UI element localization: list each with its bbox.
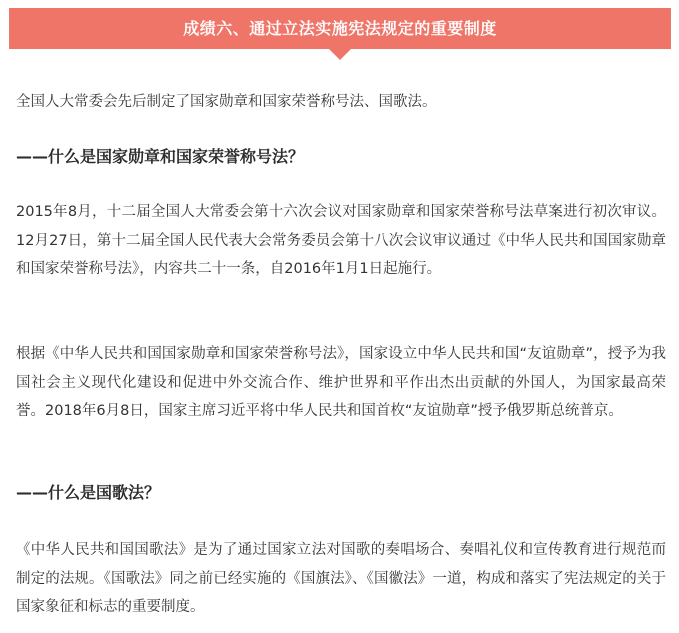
section-banner [9,8,671,58]
banner-title: 成绩六、通过立法实施宪法规定的重要制度 [9,8,671,49]
section-heading-anthem-law: ——什么是国歌法？ [16,483,161,502]
section-heading-medal-law: ——什么是国家勋章和国家荣誉称号法？ [16,147,305,166]
paragraph-friendship-medal: 根据《中华人民共和国国家勋章和国家荣誉称号法》，国家设立中华人民共和国“友谊勋章”，授予为我国社会主义现代化建设和促进中外交流合作、维护世界和平作出杰出贡献的外国人，为国家最高荣誉。2018年6月8日，国家主席习近平将中华人民共和国首枚“友谊勋章”授予俄罗斯总统普京。 [16,346,666,419]
intro-paragraph: 全国人大常委会先后制定了国家勋章和国家荣誉称号法、国歌法。 [16,94,437,110]
banner-arrow-icon [329,49,351,60]
paragraph-anthem-law: 《中华人民共和国国歌法》是为了通过国家立法对国歌的奏唱场合、奏唱礼仪和宣传教育进行规范而制定的法规。《国歌法》同之前已经实施的《国旗法》、《国徽法》一道，构成和落实了宪法规定的关于国家象征和标志的重要制度。 [16,542,666,615]
paragraph-medal-law-history: 2015年8月，十二届全国人大常委会第十六次会议对国家勋章和国家荣誉称号法草案进行初次审议。12月27日，第十二届全国人民代表大会常务委员会第十八次会议审议通过《中华人民共和国国家勋章和国家荣誉称号法》，内容共二十一条，自2016年1月1日起施行。 [16,204,666,277]
